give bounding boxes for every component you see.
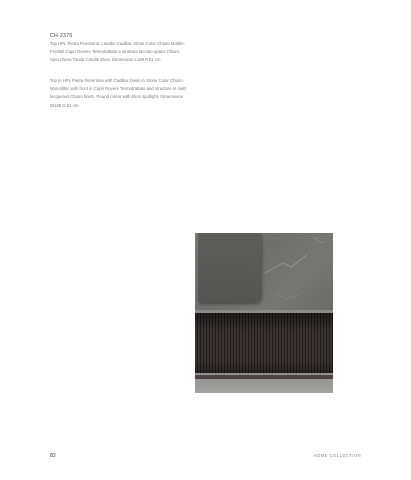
description-english: Top in HPL Pietra Fiorentina with Cadillac basin in Stone Color Chiaro. Monolithic with front in Capri Rovere Termotrattato and structure in matt lacquered Chiaro finish. Round mirror with Elios spotlight. Dimensions W168 D.51 cm <box>50 78 186 108</box>
product-code: CH 2370 <box>50 33 73 39</box>
slats-shading <box>195 313 333 373</box>
collection-name: HOME COLLECTION <box>313 453 361 458</box>
description-italian: Top HPL Pietra Fiorentina. Lavabo Cadillac Stone Color Chiaro Mobile: Frontali Capri Rovere Termotrattato e struttura laccato opaco Chiaro. Specchiera Tonda Candle Elios. Dimensioni L168 P.51 cm <box>50 41 185 63</box>
product-photo <box>195 233 333 393</box>
base-plinth <box>195 375 333 379</box>
page-number: 82 <box>50 453 56 459</box>
basin <box>198 233 261 302</box>
